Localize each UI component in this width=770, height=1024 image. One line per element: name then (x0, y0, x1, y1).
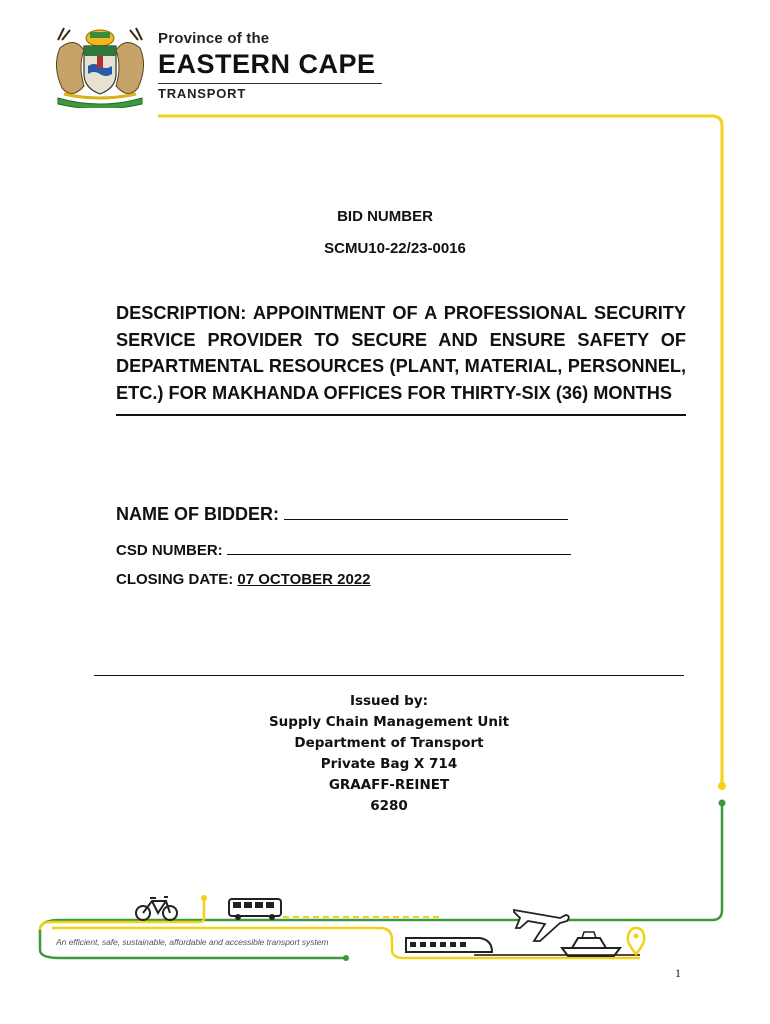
airplane-icon (514, 910, 569, 941)
csd-number-label: CSD NUMBER: (116, 542, 223, 559)
provincial-coat-of-arms (44, 26, 156, 108)
page-number: 1 (675, 966, 681, 980)
issuer-line: Department of Transport (294, 735, 484, 751)
csd-number-row (116, 540, 571, 559)
bid-description: DESCRIPTION: APPOINTMENT OF A PROFESSIONAL SECURITY SERVICE PROVIDER TO SECURE AND ENSURE SAFETY OF DEPARTMENTAL RESOURCES (PLANT, MATERIAL, PERSONNEL, ETC.) FOR MAKHANDA OFFICES FOR THIRTY-SIX (36) MONTHS (116, 300, 686, 416)
issuer-line: GRAAFF-REINET (328, 777, 450, 793)
bid-number-label: BID NUMBER (337, 208, 433, 225)
section-divider (94, 675, 684, 676)
issuer-line: Supply Chain Management Unit (268, 714, 510, 730)
bicycle-icon (136, 897, 177, 920)
bidder-name-row (116, 504, 568, 525)
province-name: EASTERN CAPE (158, 49, 376, 79)
ship-icon (562, 932, 620, 956)
bidder-name-label: NAME OF BIDDER: (116, 504, 279, 524)
department-logo-text (158, 30, 382, 102)
footer-tagline: An efficient, safe, sustainable, affordable and accessible transport system (56, 937, 329, 947)
issuer-line: 6280 (370, 798, 408, 814)
bus-icon (229, 899, 281, 920)
bidder-name-blank (284, 505, 568, 520)
location-pin-icon (628, 928, 645, 954)
closing-date-label: CLOSING DATE: (116, 571, 234, 588)
csd-number-blank (227, 540, 571, 555)
issued-by-heading: Issued by: (349, 693, 429, 709)
province-label: Province of the (158, 30, 270, 47)
issuer-line: Private Bag X 714 (320, 756, 458, 772)
closing-date-value: 07 OCTOBER 2022 (237, 571, 371, 588)
department-name: TRANSPORT (158, 83, 382, 102)
train-icon (406, 938, 492, 952)
issued-by-block (0, 691, 770, 817)
bid-number-value: SCMU10-22/23-0016 (324, 240, 466, 257)
closing-date-row (116, 571, 371, 588)
